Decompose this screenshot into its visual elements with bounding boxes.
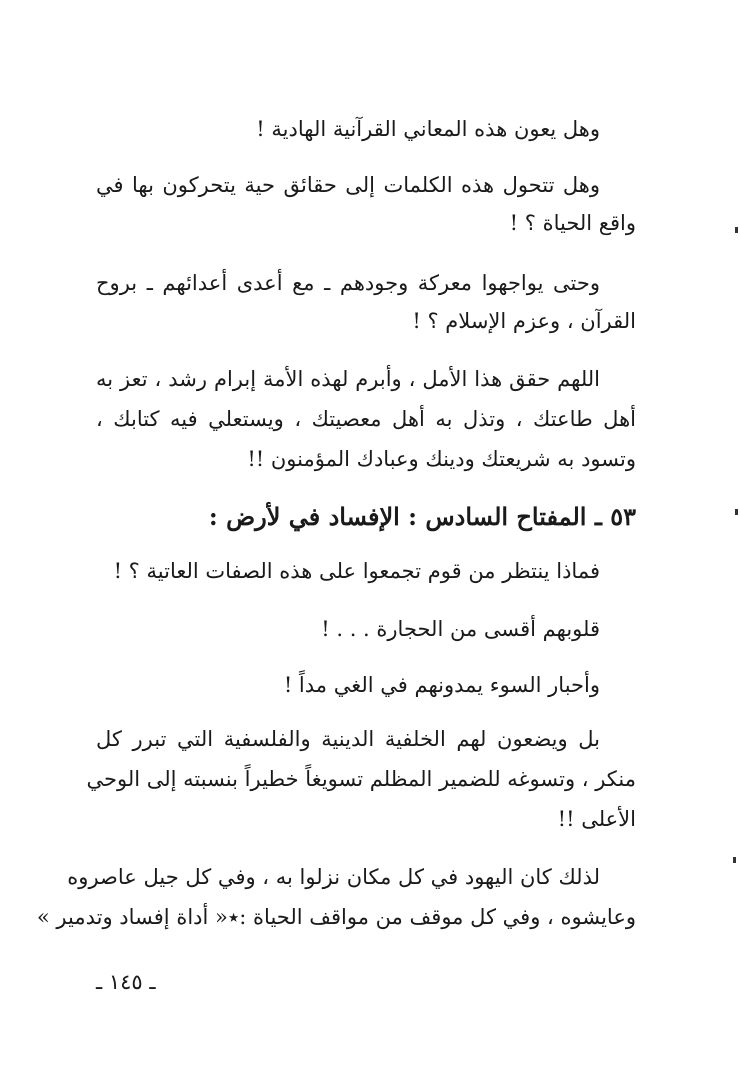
- paragraph-line: وهل تتحول هذه الكلمات إلى حقائق حية يتحركون بها في: [96, 173, 600, 197]
- paragraph-line: فماذا ينتظر من قوم تجمعوا على هذه الصفات العاتية ؟ !: [113, 559, 600, 583]
- scan-mark: [733, 857, 736, 863]
- scan-mark: [735, 509, 738, 515]
- paragraph-line: منكر ، وتسوغه للضمير المظلم تسويغاً خطيراً بنسبته إلى الوحي: [86, 767, 636, 791]
- paragraph-line: وحتى يواجهوا معركة وجودهم ـ مع أعدى أعدائهم ـ بروح: [96, 271, 600, 295]
- paragraph-line: بل ويضعون لهم الخلفية الدينية والفلسفية التي تبرر كل: [96, 727, 600, 751]
- page-number: ـ ١٤٥ ـ: [96, 970, 156, 994]
- paragraph-line: اللهم حقق هذا الأمل ، وأبرم لهذه الأمة إبرام رشد ، تعز به: [96, 367, 600, 391]
- section-heading: ٥٣ ـ المفتاح السادس : الإفساد في لأرض :: [208, 502, 636, 531]
- paragraph-line: القرآن ، وعزم الإسلام ؟ !: [412, 309, 636, 333]
- paragraph-line: لذلك كان اليهود في كل مكان نزلوا به ، وفي كل جيل عاصروه: [67, 865, 600, 889]
- paragraph-line: الأعلى !!: [557, 807, 636, 831]
- paragraph-line: وتسود به شريعتك ودينك وعبادك المؤمنون !!: [247, 447, 636, 471]
- scan-mark: [735, 227, 738, 233]
- paragraph-line: قلوبهم أقسى من الحجارة . . . !: [321, 617, 600, 641]
- paragraph-line: أهل طاعتك ، وتذل به أهل معصيتك ، ويستعلي فيه كتابك ،: [96, 407, 636, 431]
- paragraph-line: واقع الحياة ؟ !: [509, 211, 636, 235]
- paragraph-line: وهل يعون هذه المعاني القرآنية الهادية !: [256, 117, 600, 141]
- paragraph-line: وعايشوه ، وفي كل موقف من مواقف الحياة :٭« أداة إفساد وتدمير »: [36, 905, 636, 929]
- paragraph-line: وأحبار السوء يمدونهم في الغي مداً !: [283, 673, 600, 697]
